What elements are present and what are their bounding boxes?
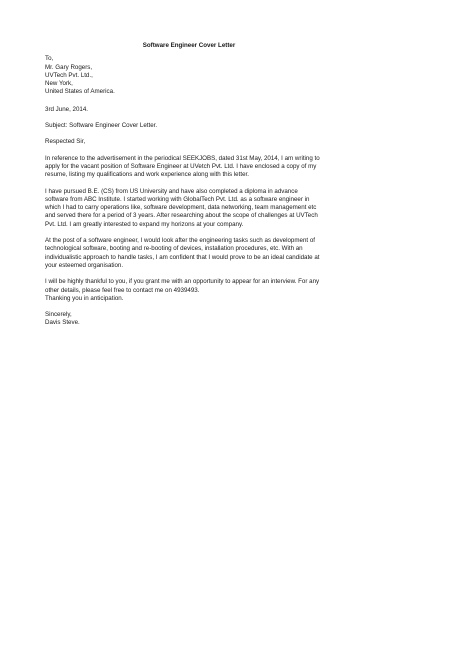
letter-date: 3rd June, 2014.: [45, 105, 89, 113]
paragraph-line: apply for the vacant position of Software Engineer at UVetch Pvt. Ltd. I have enclosed a copy of my: [45, 162, 317, 170]
salutation: Respected Sir,: [45, 138, 86, 146]
paragraph-line: In reference to the advertisement in the periodical SEEKJOBS, dated 31st May, 2014, I am writing to: [45, 154, 320, 162]
paragraph-line: other details, please feel free to contact me on 4939493.: [45, 286, 200, 294]
paragraph-line: your esteemed organisation.: [45, 261, 124, 269]
paragraph-line: resume, listing my qualifications and work experience along with this letter.: [45, 171, 249, 179]
paragraph-line: Pvt. Ltd. I am greatly interested to expand my horizons at your company.: [45, 220, 244, 228]
paragraph-line: individualistic approach to handle tasks, I am confident that I would prove to be an ideal candidate at: [45, 253, 320, 261]
paragraph-intro: [45, 155, 407, 180]
letter-title: Software Engineer Cover Letter: [142, 42, 236, 49]
recipient-line: UVTech Pvt. Ltd.,: [45, 71, 93, 79]
paragraph-line: Thanking you in anticipation.: [45, 294, 124, 302]
paragraph-background: [45, 188, 407, 229]
recipient-line: Mr. Gary Rogers,: [45, 63, 93, 71]
recipient-line: New York,: [45, 80, 73, 88]
paragraph-line: and served there for a period of 3 years. After researching about the scope of challenges at UVTech: [45, 212, 318, 220]
signature-name: Davis Steve.: [45, 319, 80, 327]
recipient-line: United States of America.: [45, 88, 115, 96]
paragraph-line: I have pursued B.E. (CS) from US University and have also completed a diploma in advance: [45, 187, 298, 195]
paragraph-line: At the post of a software engineer, I would look after the engineering tasks such as development of: [45, 237, 316, 245]
letter-subject: Subject: Software Engineer Cover Letter.: [45, 122, 158, 130]
paragraph-line: which I had to carry operations like, software development, data networking, team management etc: [45, 204, 317, 212]
recipient-address: [45, 55, 407, 96]
paragraph-line: I will be highly thankful to you, if you grant me with an opportunity to appear for an interview. For any: [45, 278, 320, 286]
closing: Sincerely,: [45, 311, 72, 319]
paragraph-closing: [45, 278, 407, 303]
paragraph-role: [45, 237, 407, 270]
paragraph-line: software from ABC Institute. I started working with GlobalTech Pvt. Ltd. as a software engineer in: [45, 195, 310, 203]
recipient-line: To,: [45, 55, 54, 63]
paragraph-line: technological software, booting and re-booting of devices, installation procedures, etc. With an: [45, 245, 303, 253]
cover-letter: [45, 42, 407, 328]
